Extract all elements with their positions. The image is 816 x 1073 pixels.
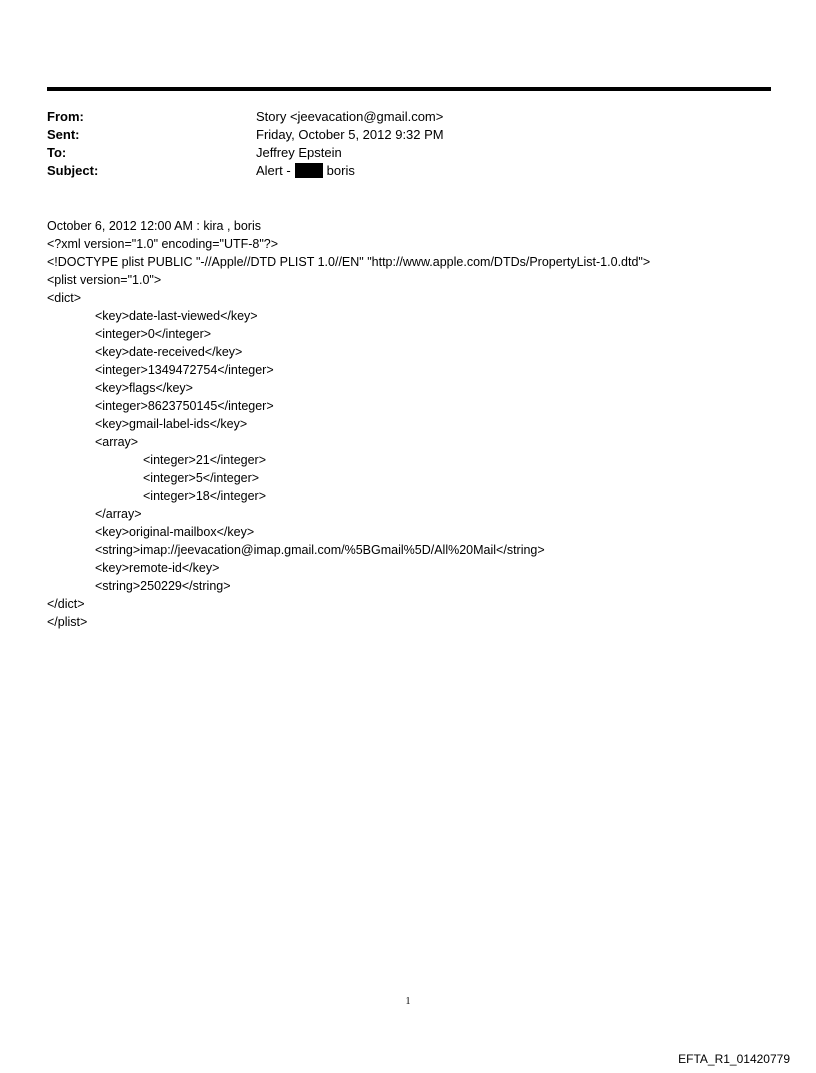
sent-value: Friday, October 5, 2012 9:32 PM — [256, 127, 444, 142]
body-line-integer-5: <integer>5</integer> — [143, 471, 260, 485]
body-line-key-date-received: <key>date-received</key> — [95, 345, 243, 359]
sent-label: Sent: — [47, 127, 80, 142]
subject-label: Subject: — [47, 163, 99, 178]
redaction-box — [295, 163, 323, 178]
body-line-integer-18: <integer>18</integer> — [143, 489, 267, 503]
email-body — [47, 217, 787, 631]
body-line-dict-open: <dict> — [47, 291, 82, 305]
body-line-integer-timestamp: <integer>1349472754</integer> — [95, 363, 274, 377]
from-row — [47, 108, 747, 126]
to-value: Jeffrey Epstein — [256, 145, 342, 160]
body-line-array-open: <array> — [95, 435, 139, 449]
body-line-plist-close: </plist> — [47, 615, 88, 629]
subject-row — [47, 162, 747, 180]
body-line-dict-close: </dict> — [47, 597, 85, 611]
body-line-key-flags: <key>flags</key> — [95, 381, 193, 395]
body-line-plist-open: <plist version="1.0"> — [47, 273, 162, 287]
body-line-doctype: <!DOCTYPE plist PUBLIC "-//Apple//DTD PLIST 1.0//EN" "http://www.apple.com/DTDs/PropertyList-1.0.dtd"> — [47, 255, 651, 269]
to-row — [47, 144, 747, 162]
body-line-string-remote-id: <string>250229</string> — [95, 579, 231, 593]
body-line-array-close: </array> — [95, 507, 142, 521]
from-label: From: — [47, 109, 84, 124]
subject-prefix: Alert - — [256, 163, 291, 178]
body-line-xml-declaration: <?xml version="1.0" encoding="UTF-8"?> — [47, 237, 279, 251]
bates-number: EFTA_R1_01420779 — [678, 1052, 790, 1066]
subject-suffix: boris — [326, 163, 355, 178]
body-line-key-date-last-viewed: <key>date-last-viewed</key> — [95, 309, 258, 323]
from-value: Story <jeevacation@gmail.com> — [256, 109, 444, 124]
body-line-integer-21: <integer>21</integer> — [143, 453, 267, 467]
header-rule — [47, 87, 771, 91]
body-line-key-original-mailbox: <key>original-mailbox</key> — [95, 525, 255, 539]
page-number: 1 — [405, 996, 411, 1007]
body-line-date: October 6, 2012 12:00 AM : kira , boris — [47, 219, 262, 233]
body-line-key-gmail-label-ids: <key>gmail-label-ids</key> — [95, 417, 248, 431]
to-label: To: — [47, 145, 67, 160]
body-line-integer-0: <integer>0</integer> — [95, 327, 212, 341]
email-header — [47, 108, 747, 180]
body-line-key-remote-id: <key>remote-id</key> — [95, 561, 220, 575]
body-line-string-mailbox: <string>imap://jeevacation@imap.gmail.com/%5BGmail%5D/All%20Mail</string> — [95, 543, 545, 557]
sent-row — [47, 126, 747, 144]
body-line-integer-flags: <integer>8623750145</integer> — [95, 399, 274, 413]
subject-value — [256, 162, 747, 180]
